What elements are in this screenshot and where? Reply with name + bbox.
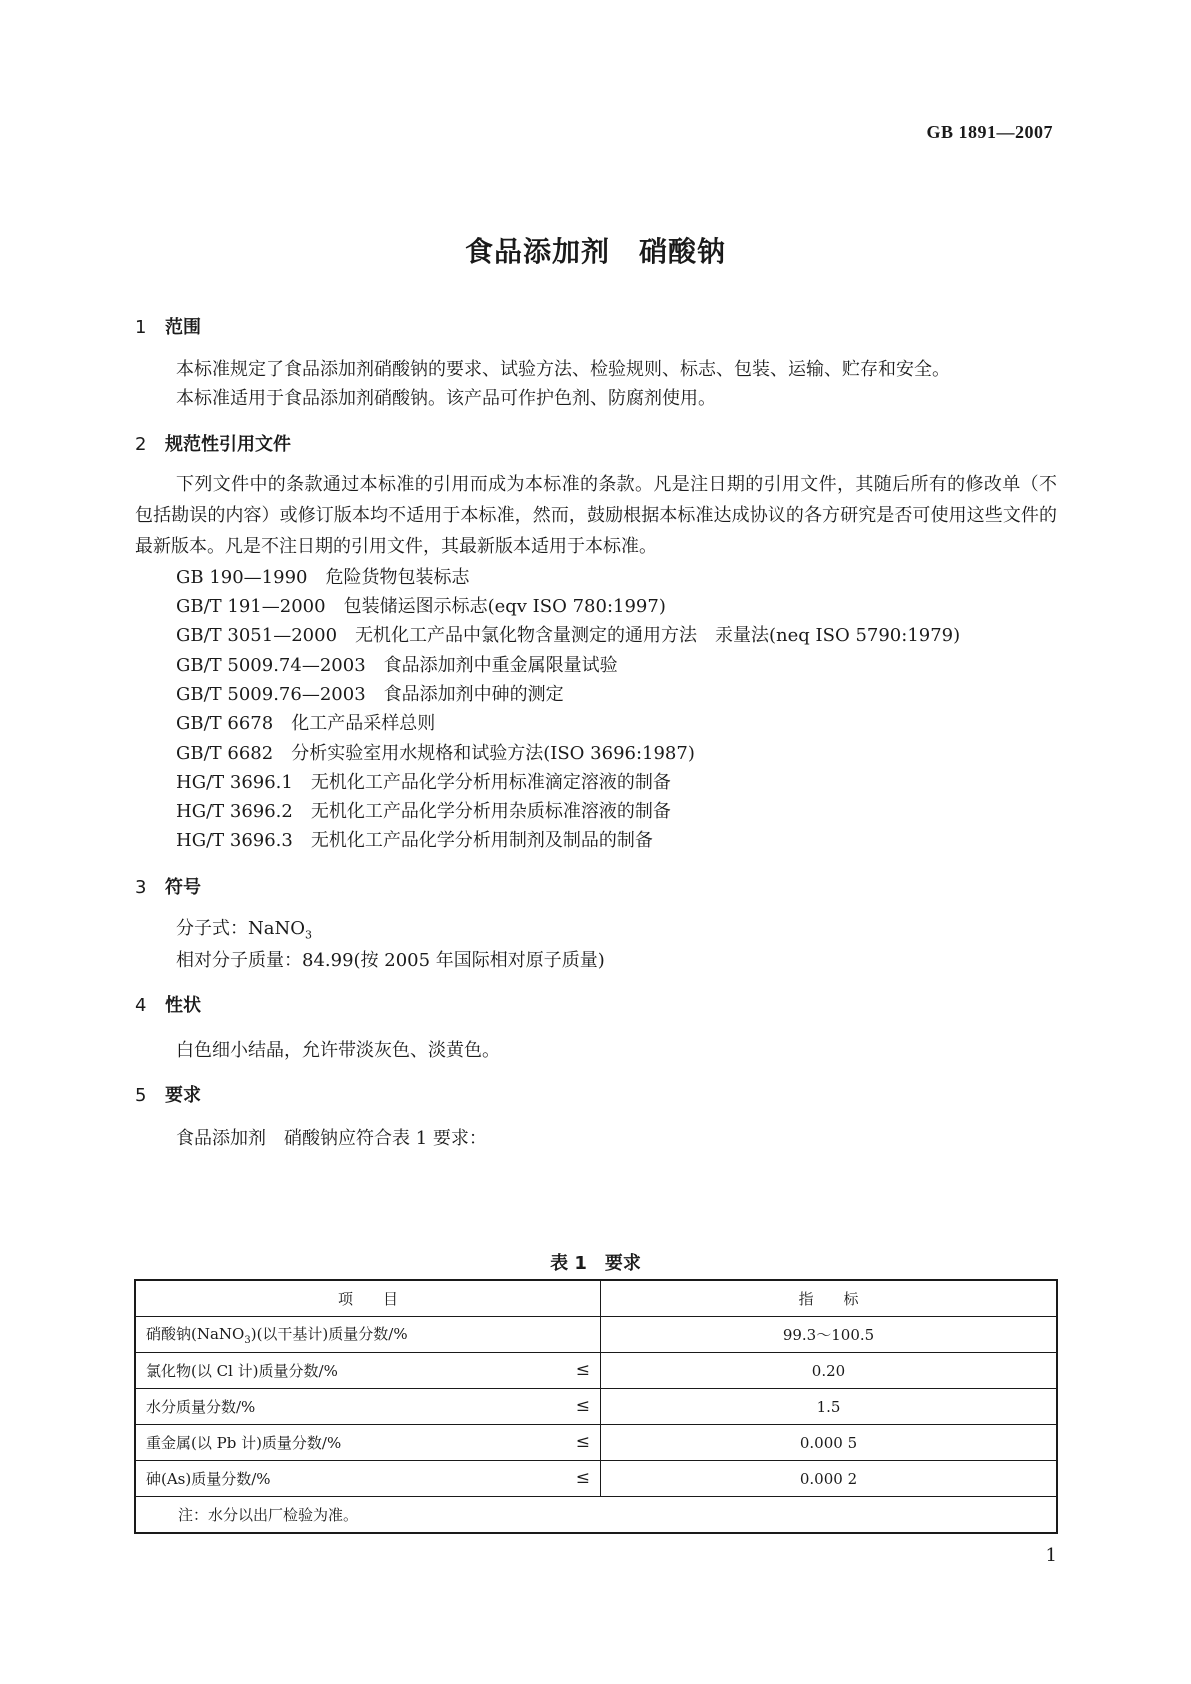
reference-title: 无机化工产品化学分析用制剂及制品的制备 [310, 830, 653, 851]
reference-code: HG/T 3696.1 [176, 772, 293, 793]
item-label: 硝酸钠(NaNO [146, 1325, 245, 1343]
reference-title: 食品添加剂中重金属限量试验 [383, 655, 618, 676]
section-1-heading [135, 313, 201, 339]
reference-code: HG/T 3696.2 [176, 801, 293, 822]
item-cell [135, 1353, 601, 1389]
formula-label: 分子式：NaNO [176, 918, 305, 939]
table-row [135, 1461, 1057, 1497]
section-number: 5 [135, 1085, 147, 1106]
reference-item [176, 709, 435, 735]
requirements-table [134, 1279, 1058, 1534]
reference-title: 无机化工产品中氯化物含量测定的通用方法 汞量法(neq ISO 5790:1979) [355, 625, 961, 646]
table-note: 注：水分以出厂检验为准。 [135, 1497, 1057, 1534]
paragraph: 本标准适用于食品添加剂硝酸钠。该产品可作护色剂、防腐剂使用。 [176, 388, 716, 409]
reference-item [176, 739, 695, 765]
table-row [135, 1425, 1057, 1461]
reference-code: GB/T 5009.76—2003 [176, 684, 366, 705]
section-4-heading [135, 991, 201, 1017]
table-row [135, 1389, 1057, 1425]
reference-item [176, 651, 618, 677]
less-equal-symbol: ≤ [575, 1468, 590, 1488]
reference-item [176, 680, 564, 706]
reference-title: 无机化工产品化学分析用标准滴定溶液的制备 [310, 772, 671, 793]
reference-item [176, 563, 470, 589]
less-equal-symbol: ≤ [575, 1396, 590, 1416]
item-cell [135, 1461, 601, 1497]
value-cell: 1.5 [601, 1389, 1058, 1425]
table-row [135, 1353, 1057, 1389]
section-number: 1 [135, 317, 147, 338]
table-caption: 表 1 要求 [550, 1253, 641, 1274]
formula-subscript: 3 [305, 928, 312, 942]
reference-item [176, 797, 671, 823]
reference-code: GB/T 6682 [176, 743, 274, 764]
table-header-row [135, 1280, 1057, 1317]
item-cell [135, 1389, 601, 1425]
reference-title: 化工产品采样总则 [291, 713, 436, 734]
reference-item [176, 592, 666, 618]
section-5-heading [135, 1081, 201, 1107]
reference-title: 无机化工产品化学分析用杂质标准溶液的制备 [310, 801, 671, 822]
item-label: 水分质量分数/% [146, 1398, 256, 1416]
value-cell: 0.20 [601, 1353, 1058, 1389]
molecular-formula [176, 914, 312, 942]
reference-code: GB/T 191—2000 [176, 596, 326, 617]
reference-code: HG/T 3696.3 [176, 830, 293, 851]
section-number: 3 [135, 877, 147, 898]
section-title: 符号 [165, 877, 201, 898]
column-header-item: 项 目 [135, 1280, 601, 1317]
section-number: 2 [135, 434, 147, 455]
item-label: 重金属(以 Pb 计)质量分数/% [146, 1434, 342, 1452]
paragraph: 白色细小结晶，允许带淡灰色、淡黄色。 [176, 1040, 500, 1061]
less-equal-symbol: ≤ [575, 1432, 590, 1452]
value-cell: 99.3～100.5 [601, 1317, 1058, 1353]
value-cell: 0.000 2 [601, 1461, 1058, 1497]
reference-code: GB/T 6678 [176, 713, 274, 734]
page-number: 1 [1045, 1545, 1057, 1566]
paragraph: 食品添加剂 硝酸钠应符合表 1 要求： [176, 1128, 487, 1149]
reference-item [176, 768, 671, 794]
section-title: 规范性引用文件 [165, 434, 291, 455]
less-equal-symbol: ≤ [575, 1360, 590, 1380]
section-3-heading [135, 873, 201, 899]
document-title: 食品添加剂 硝酸钠 [464, 235, 726, 268]
reference-item [176, 826, 653, 852]
section-title: 要求 [165, 1085, 201, 1106]
reference-title: 分析实验室用水规格和试验方法(ISO 3696:1987) [291, 743, 695, 764]
reference-item [176, 621, 960, 647]
standard-code: GB 1891—2007 [926, 122, 1053, 142]
item-subscript: 3 [244, 1335, 251, 1346]
item-cell [135, 1317, 601, 1353]
reference-title: 食品添加剂中砷的测定 [383, 684, 564, 705]
section-title: 范围 [165, 317, 201, 338]
section-2-heading [135, 430, 291, 456]
reference-code: GB/T 3051—2000 [176, 625, 338, 646]
value-cell: 0.000 5 [601, 1425, 1058, 1461]
section-number: 4 [135, 995, 147, 1016]
item-label-suffix: )(以干基计)质量分数/% [250, 1325, 408, 1343]
reference-code: GB/T 5009.74—2003 [176, 655, 366, 676]
paragraph: 本标准规定了食品添加剂硝酸钠的要求、试验方法、检验规则、标志、包装、运输、贮存和安全。 [176, 359, 950, 380]
reference-title: 包装储运图示标志(eqv ISO 780:1997) [343, 596, 666, 617]
section-title: 性状 [165, 995, 201, 1016]
reference-title: 危险货物包装标志 [325, 567, 470, 588]
column-header-value: 指 标 [601, 1280, 1058, 1317]
table-row [135, 1317, 1057, 1353]
reference-code: GB 190—1990 [176, 567, 308, 588]
table-note-row [135, 1497, 1057, 1534]
paragraph: 下列文件中的条款通过本标准的引用而成为本标准的条款。凡是注日期的引用文件，其随后所有的修改单（不包括勘误的内容）或修订版本均不适用于本标准，然而，鼓励根据本标准达成协议的各方研究是否可使用这些文件的最新版本。凡是不注日期的引用文件，其最新版本适用于本标准。 [135, 474, 1057, 557]
item-label: 砷(As)质量分数/% [146, 1470, 271, 1488]
molecular-mass: 相对分子质量：84.99(按 2005 年国际相对原子质量) [176, 950, 605, 971]
item-cell [135, 1425, 601, 1461]
item-label: 氯化物(以 Cl 计)质量分数/% [146, 1362, 338, 1380]
